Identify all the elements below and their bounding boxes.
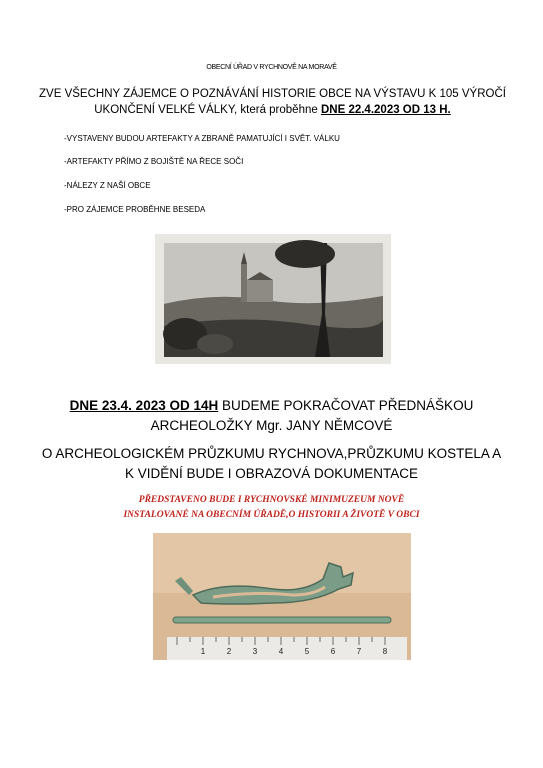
survey-text: O ARCHEOLOGICKÉM PRŮZKUMU RYCHNOVA,PRŮZKUMU KOSTELA A K VIDĚNÍ BUDE I OBRAZOVÁ DOKUMENTACE bbox=[41, 446, 502, 481]
issuer-header: OBECNÍ ÚŘAD V RYCHNOVĚ NA MORAVĚ bbox=[206, 64, 337, 71]
artifact-photo bbox=[153, 533, 411, 660]
ruler-label: 6 bbox=[330, 647, 336, 656]
ruler-label: 4 bbox=[278, 647, 284, 656]
ruler-label: 1 bbox=[200, 647, 206, 656]
lecture-date: DNE 23.4. 2023 OD 14H bbox=[69, 398, 219, 413]
exhibition-date: DNE 22.4.2023 OD 13 H. bbox=[320, 104, 451, 116]
ruler-label: 5 bbox=[304, 647, 310, 656]
invitation-body: ZVE VŠECHNY ZÁJEMCE O POZNÁVÁNÍ HISTORIE OBCE NA VÝSTAVU K 105 VÝROČÍ UKONČENÍ VELKÉ VÁLKY, která proběhne bbox=[39, 88, 506, 116]
ruler-label: 8 bbox=[382, 647, 388, 656]
lecture-announcement bbox=[40, 396, 503, 436]
bullet-item: -NÁLEZY Z NAŠÍ OBCE bbox=[64, 181, 151, 190]
ruler-label: 7 bbox=[356, 647, 362, 656]
bullet-item: -ARTEFAKTY PŘÍMO Z BOJIŠTĚ NA ŘECE SOČI bbox=[64, 157, 244, 166]
historic-photo bbox=[155, 234, 391, 364]
ruler-label: 3 bbox=[252, 647, 258, 656]
lecture-text: BUDEME POKRAČOVAT PŘEDNÁŠKOU ARCHEOLOŽKY Mgr. JANY NĚMCOVÉ bbox=[150, 398, 474, 433]
bullet-item: -VYSTAVENY BUDOU ARTEFAKTY A ZBRANĚ PAMATUJÍCÍ I SVĚT. VÁLKU bbox=[64, 134, 340, 143]
bullet-item: -PRO ZÁJEMCE PROBĚHNE BESEDA bbox=[64, 205, 206, 214]
ruler-label: 2 bbox=[226, 647, 232, 656]
invitation-text bbox=[30, 86, 515, 118]
museum-note: PŘEDSTAVENO BUDE I RYCHNOVSKÉ MINIMUZEUM NOVĚ INSTALOVANÉ NA OBECNÍM ÚŘADĚ,O HISTORII A ŽIVOTĚ V OBCI bbox=[123, 495, 420, 520]
